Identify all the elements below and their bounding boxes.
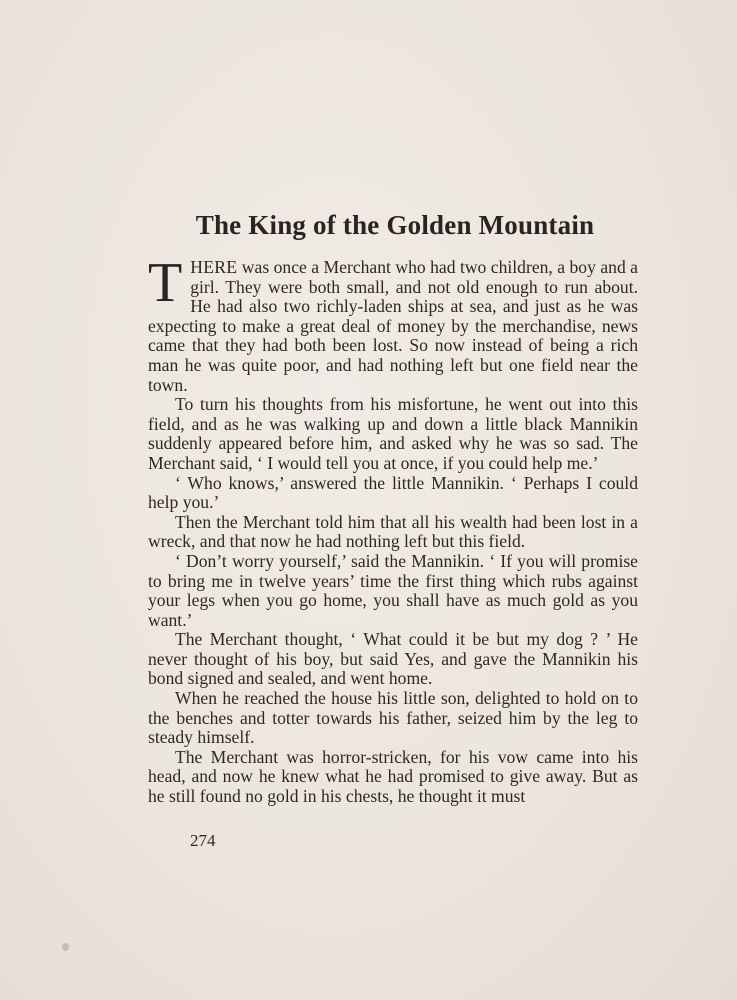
paragraph-1-text: was once a Merchant who had two children, a boy and a girl. They were both small, and not old enough to run about. He had also two richly-laden ships at sea, and just as he was expecting to make a great deal of money by the merchandise, news came that they had both been lost. So now instead of being a rich man he was quite poor, and had nothing left but one field near the town. (148, 257, 638, 395)
paragraph-2: To turn his thoughts from his misfortune, he went out into this field, and as he was walking up and down a little black Mannikin suddenly appeared before him, and asked why he was so sad. The Merchant said, ‘ I would tell you at once, if you could help me.’ (148, 394, 638, 473)
story-text (148, 252, 638, 807)
first-word-rest: HERE (190, 257, 238, 277)
story-title: The King of the Golden Mountain (195, 210, 595, 240)
paragraph-3: ‘ Who knows,’ answered the little Mannikin. ‘ Perhaps I could help you.’ (148, 472, 638, 513)
paragraph-7: When he reached the house his little son, delighted to hold on to the benches and totter towards his father, seized him by the leg to steady himself. (148, 688, 638, 748)
paragraph-1 (148, 252, 638, 395)
paper-speck (62, 943, 69, 951)
drop-cap: T (148, 252, 183, 314)
paragraph-5: ‘ Don’t worry yourself,’ said the Mannikin. ‘ If you will promise to bring me in twelve years’ time the first thing which rubs against your legs when you go home, you shall have as much gold as you want.’ (148, 550, 638, 630)
paragraph-6: The Merchant thought, ‘ What could it be but my dog ? ’ He never thought of his boy, but said Yes, and gave the Mannikin his bond signed and sealed, and went home. (148, 629, 638, 689)
paragraph-8: The Merchant was horror-stricken, for his vow came into his head, and now he knew what he had promised to give away. But as he still found no gold in his chests, he thought it must (148, 746, 638, 807)
page-number: 274 (190, 831, 216, 850)
paragraph-4: Then the Merchant told him that all his wealth had been lost in a wreck, and that now he had nothing left but this field. (148, 511, 638, 552)
